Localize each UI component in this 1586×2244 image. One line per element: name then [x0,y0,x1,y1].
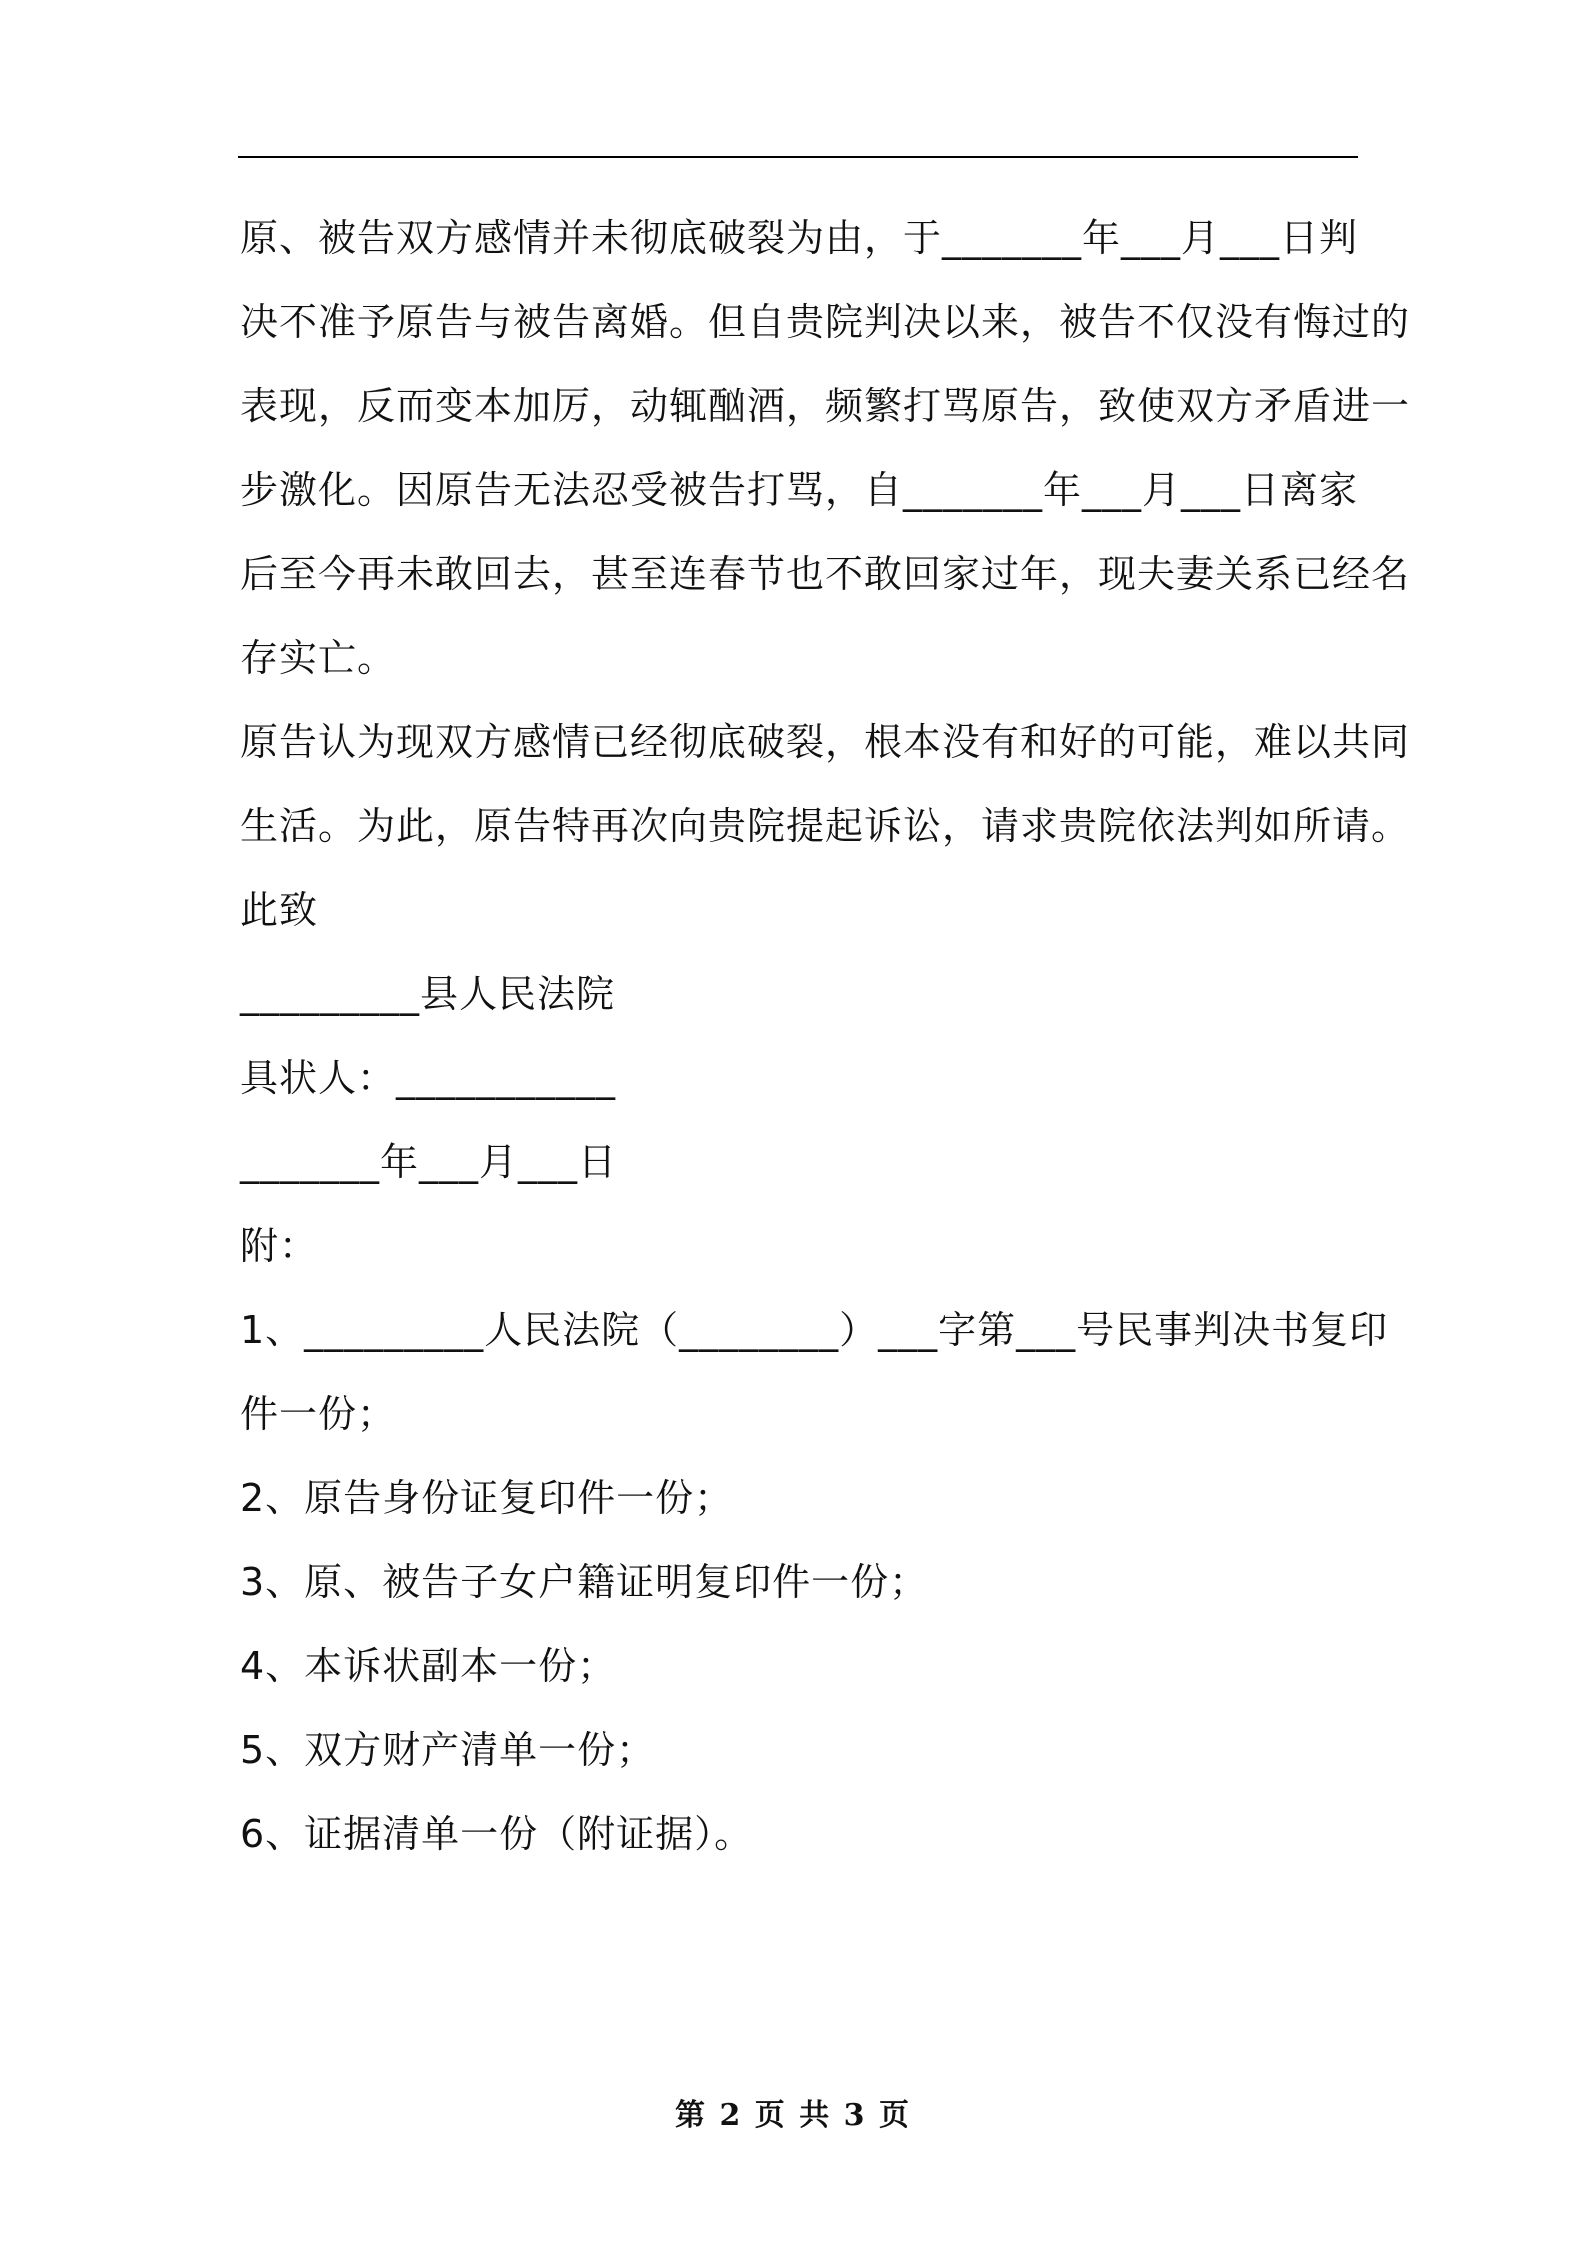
paragraph-1-line: 决不准予原告与被告离婚。但自贵院判决以来，被告不仅没有悔过的 [240,300,1411,344]
paragraph-1-line: 步激化。因原告无法忍受被告打骂，自_______年___月___日离家 [240,468,1359,512]
document-body [240,196,1411,1876]
attachment-item: 3、原、被告子女户籍证明复印件一份； [240,1560,929,1604]
paragraph-2-line: 生活。为此，原告特再次向贵院提起诉讼，请求贵院依法判如所请。 [240,804,1411,848]
paragraph-2-line: 原告认为现双方感情已经彻底破裂，根本没有和好的可能，难以共同 [240,720,1411,764]
court-line: _________县人民法院 [240,972,616,1016]
page-number-footer: 第 2 页 共 3 页 [675,2098,911,2133]
attachment-item: 6、证据清单一份（附证据）。 [240,1812,754,1856]
date-line: _______年___月___日 [240,1140,618,1184]
paragraph-1-line: 原、被告双方感情并未彻底破裂为由，于_______年___月___日判 [240,216,1359,260]
paragraph-1-line: 表现，反而变本加厉，动辄酗酒，频繁打骂原告，致使双方矛盾进一 [240,384,1411,428]
salutation: 此致 [240,888,319,932]
paragraph-1 [240,196,1411,700]
attachment-item: 4、本诉状副本一份； [240,1644,617,1688]
paragraph-1-line: 存实亡。 [240,636,397,680]
header-rule [238,156,1358,158]
attachment-item: 2、原告身份证复印件一份； [240,1476,734,1520]
attachment-item: 1、_________人民法院（________）___字第___号民事判决书复印 [240,1308,1389,1352]
attachment-item: 5、双方财产清单一份； [240,1728,656,1772]
attachment-item: 件一份； [240,1392,397,1436]
paragraph-1-line: 后至今再未敢回去，甚至连春节也不敢回家过年，现夫妻关系已经名 [240,552,1411,596]
attachments-label: 附： [240,1224,319,1268]
attachments-list [240,1288,1389,1876]
paragraph-2 [240,700,1411,868]
signer-line: 具状人：___________ [240,1056,617,1100]
